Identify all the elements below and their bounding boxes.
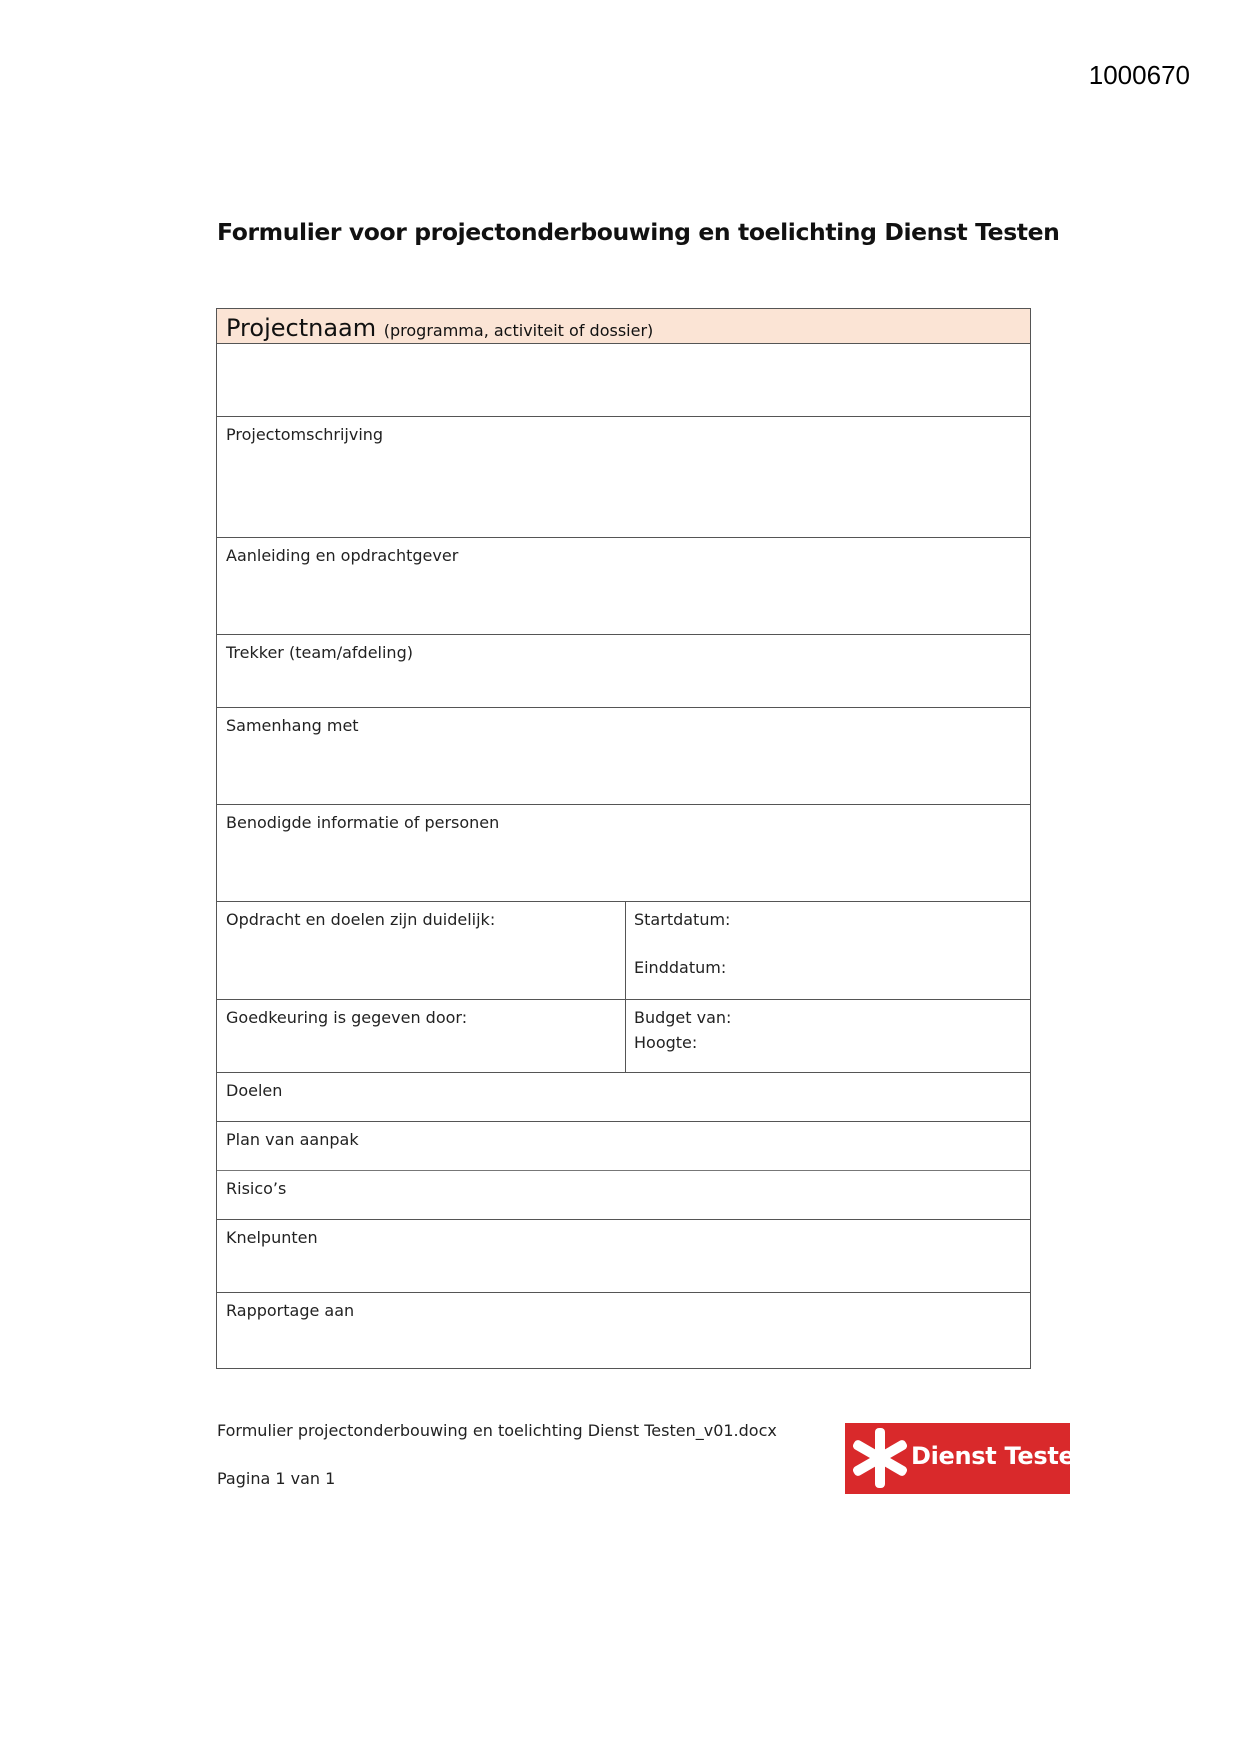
- projectnaam-label-group: [226, 314, 653, 342]
- aanleiding-label: Aanleiding en opdrachtgever: [226, 546, 459, 565]
- column-divider: [625, 1000, 626, 1072]
- opdracht-datum-row: [217, 902, 1030, 1000]
- asterisk-icon: [849, 1426, 911, 1490]
- trekker-label: Trekker (team/afdeling): [226, 643, 413, 662]
- knelpunten-field[interactable]: [217, 1220, 1030, 1293]
- projectnaam-field[interactable]: [217, 344, 1030, 417]
- einddatum-label: Einddatum:: [634, 958, 727, 977]
- projectnaam-header: [217, 309, 1030, 344]
- goedkeuring-budget-row: [217, 1000, 1030, 1073]
- plan-field[interactable]: [217, 1122, 1030, 1171]
- projectnaam-sublabel: (programma, activiteit of dossier): [383, 321, 654, 340]
- hoogte-label: Hoogte:: [634, 1033, 698, 1052]
- footer-filename: Formulier projectonderbouwing en toelichting Dienst Testen_v01.docx: [217, 1421, 777, 1440]
- budget-label: Budget van:: [634, 1008, 732, 1027]
- project-form: [216, 308, 1031, 1369]
- document-id: 1000670: [1088, 60, 1190, 90]
- rapportage-field[interactable]: [217, 1293, 1030, 1368]
- column-divider: [625, 902, 626, 999]
- projectnaam-label: Projectnaam: [226, 314, 377, 342]
- doelen-label: Doelen: [226, 1081, 283, 1100]
- samenhang-field[interactable]: [217, 708, 1030, 805]
- benodigde-label: Benodigde informatie of personen: [226, 813, 500, 832]
- samenhang-label: Samenhang met: [226, 716, 359, 735]
- footer-page-number: Pagina 1 van 1: [217, 1469, 336, 1488]
- page-title: Formulier voor projectonderbouwing en toelichting Dienst Testen: [217, 218, 1060, 246]
- benodigde-field[interactable]: [217, 805, 1030, 902]
- projectomschrijving-field[interactable]: [217, 417, 1030, 538]
- trekker-field[interactable]: [217, 635, 1030, 708]
- projectomschrijving-label: Projectomschrijving: [226, 425, 384, 444]
- dienst-testen-logo: [845, 1423, 1092, 1494]
- risicos-field[interactable]: [217, 1171, 1030, 1220]
- risicos-label: Risico’s: [226, 1179, 287, 1198]
- doelen-field[interactable]: [217, 1073, 1030, 1122]
- startdatum-label: Startdatum:: [634, 910, 731, 929]
- logo-text: Dienst Testen: [911, 1442, 1092, 1470]
- rapportage-label: Rapportage aan: [226, 1301, 355, 1320]
- knelpunten-label: Knelpunten: [226, 1228, 318, 1247]
- opdracht-label: Opdracht en doelen zijn duidelijk:: [226, 910, 496, 929]
- aanleiding-field[interactable]: [217, 538, 1030, 635]
- goedkeuring-label: Goedkeuring is gegeven door:: [226, 1008, 468, 1027]
- plan-label: Plan van aanpak: [226, 1130, 359, 1149]
